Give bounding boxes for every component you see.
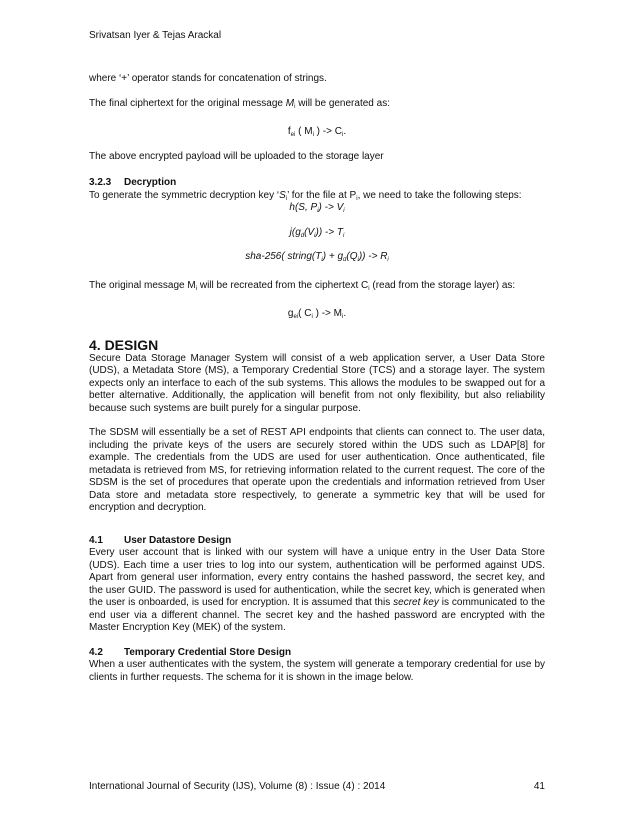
decryption-step-3: sha-256( $string(T_i) + g_d(Q_i)) -> R_i$ [245, 251, 389, 263]
decryption-step-1: h(S, $P_i) -> V_i$ [289, 202, 345, 214]
temp-credential-paragraph: When a user authenticates with the system, the system will generate a temporary credential for use by clients in further requests. The schema for it is shown in the image below. [89, 659, 545, 683]
page-number: 41 [533, 781, 545, 792]
decryption-paragraph: To generate the symmetric decryption key ‘$S_i$’ for the file at $P_i$, we need to take the following steps: [89, 189, 522, 202]
running-header: Srivatsan Iyer & Tejas Arackal [89, 30, 222, 41]
decryption-step-2: $j(g_d(V_i)) -> T_i$ [289, 226, 345, 239]
section-heading-3-2-3: 3.2.3 Decryption [89, 177, 177, 188]
page-footer [89, 781, 545, 792]
page-body [89, 73, 545, 684]
recreate-paragraph: The original message $M_i$ will be recreated from the ciphertext $C_i$ (read from the storage layer) as: [89, 279, 516, 292]
concat-note: where ‘+’ operator stands for concatenation of strings. [89, 73, 327, 84]
encryption-equation: $f_{ei}$ ( $M_i$ ) -> $C_i$. [287, 126, 347, 138]
design-paragraph-1: Secure Data Storage Manager System will consist of a web application server, a User Data Store (UDS), a Metadata Store (MS), a Temporary Credential Store (TCS) and a storage layer. The system expects only an interface to each of the sub systems. This allows the modules to be swapped out for a better alternative. Additionally, the application will benefit from not only flexibility, but also reliability because such systems are built purely for a singular purpose. [89, 352, 545, 414]
decryption-equation: $g_{ei}$( $C_i$ ) -> $M_i$. [287, 308, 347, 320]
design-paragraph-2: The SDSM will essentially be a set of REST API endpoints that clients can connect to. The user data, including the private keys of the users are securely stored within the UDS such as LDAP[8] for example. The credentials from the UDS are used for user authentication. Once authenticated, file metadata is retrieved from MS, for retrieving information related to the current request. The core of the SDSM is the set of procedures that operate upon the credentials and information retrieved from User Data store and metadata store respectively, to generate a symmetric key that will be used for encryption and decryption. [89, 427, 545, 513]
final-ciphertext-paragraph: The final ciphertext for the original message $M_i$ will be generated as: [89, 97, 390, 110]
user-datastore-paragraph: Every user account that is linked with our system will have a unique entry in the User Data Store (UDS). Each time a user tries to log into our system, authentication will be performed against UDS. Apart from general user information, every entry contains the hashed password, the secret key, and the user GUID. The password is used for authentication, while the secret key, which is generated when the user is onboarded, is used for encryption. It is assumed that this secret key is communicated to the end user via a different channel. The secret key and the hashed password are encrypted with the Master Encryption Key (MEK) of the system. [89, 547, 546, 633]
section-heading-4-1: 4.1 User Datastore Design [89, 534, 232, 546]
section-heading-4: 4. DESIGN [89, 336, 159, 353]
journal-citation: International Journal of Security (IJS), Volume (8) : Issue (4) : 2014 [89, 781, 386, 792]
section-heading-4-2: 4.2 Temporary Credential Store Design [89, 646, 292, 658]
upload-note: The above encrypted payload will be uploaded to the storage layer [89, 150, 384, 162]
